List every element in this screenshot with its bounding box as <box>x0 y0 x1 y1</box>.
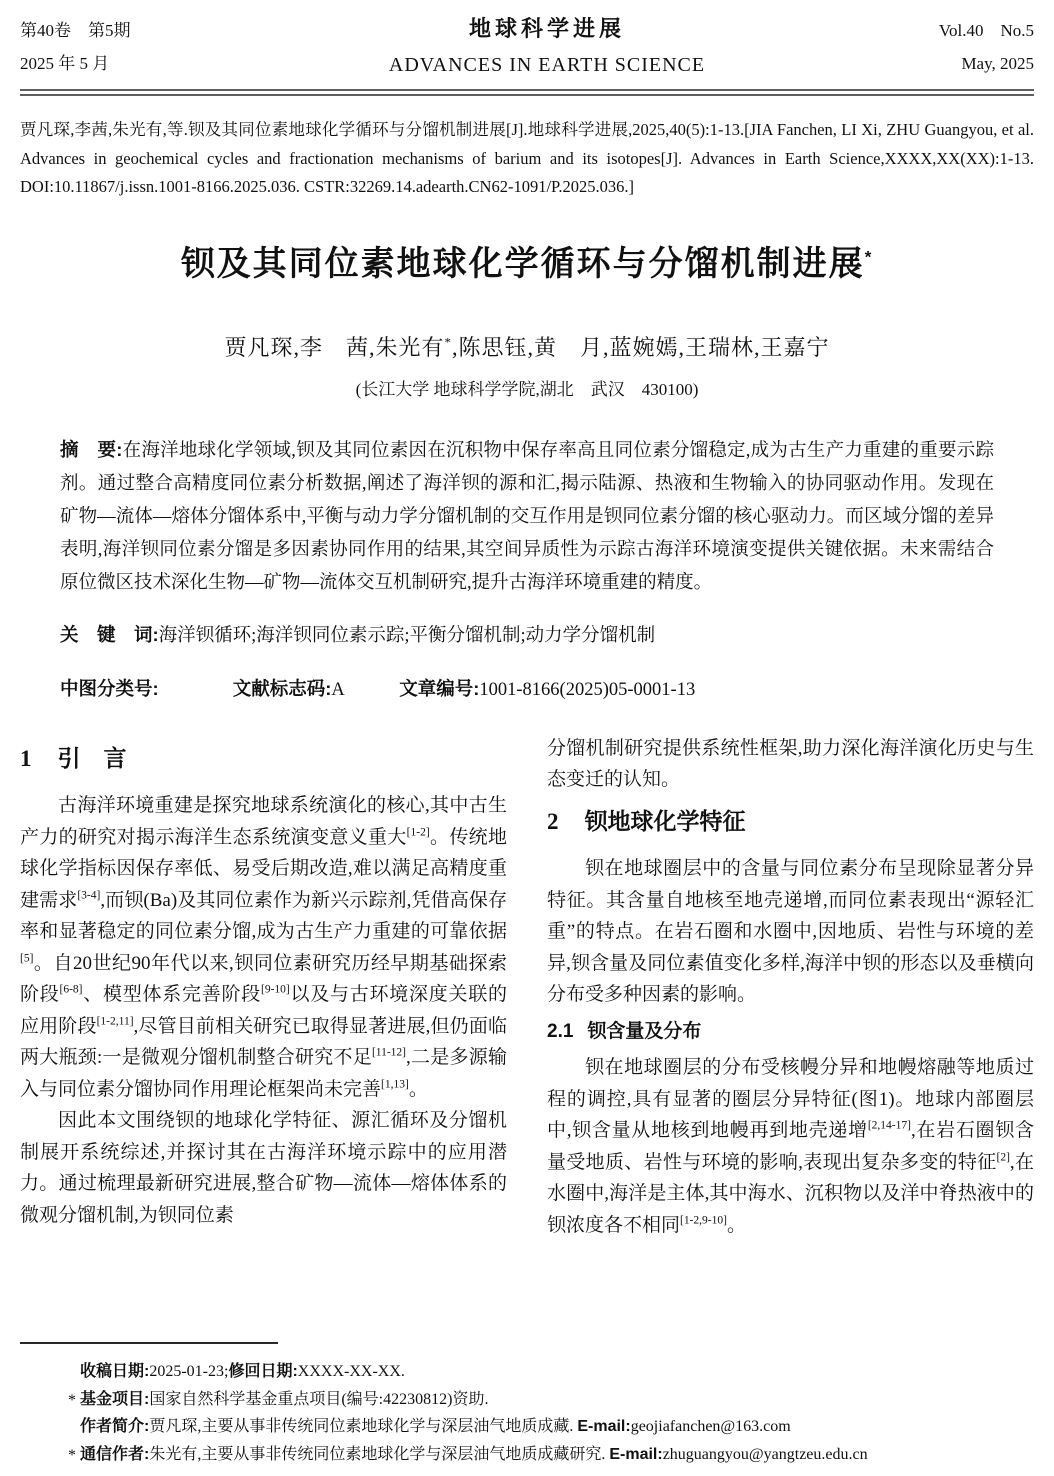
subsection-paragraph: 钡在地球圈层的分布受核幔分异和地幔熔融等地质过程的调控,具有显著的圈层分异特征(图1)。地球内部圈层中,钡含量从地核到地幔再到地壳递增[2,14-17],在岩石圈钡含量受地质、岩性与环境的影响,表现出复杂多变的特征[2],在水圈中,海洋是主体,其中海水、沉积物以及洋中脊热液中的钡浓度各不相同[1-2,9-10]。 <box>547 1057 1034 1236</box>
left-column <box>20 733 507 1242</box>
header-volume-issue-cn: 第40卷 第5期 <box>20 21 131 40</box>
authors-line: 贾凡琛,李 茜,朱光有*,陈思钰,黄 月,蓝婉嫣,王瑞林,王嘉宁 <box>224 334 830 360</box>
footnotes <box>20 1342 1034 1468</box>
body-columns <box>20 733 1034 1242</box>
footnote-corresponding <box>68 1441 1034 1469</box>
journal-header <box>20 14 1034 80</box>
journal-title-en: ADVANCES IN EARTH SCIENCE <box>388 54 706 76</box>
header-volume-issue-en: Vol.40 No.5 <box>938 21 1034 40</box>
section-2-number: 2 <box>547 808 559 834</box>
section-heading-1 <box>20 743 507 775</box>
classification-line: 中图分类号: 文献标志码:A 文章编号:1001-8166(2025)05-0001-13 <box>60 677 696 700</box>
footnote-author-bio: 作者简介:贾凡琛,主要从事非传统同位素地球化学与深层油气地质成藏. E-mail:geojiafanchen@163.com <box>80 1418 791 1435</box>
header-date-en: May, 2025 <box>961 54 1034 73</box>
section-1-title: 引 言 <box>57 745 127 771</box>
section-heading-2 <box>547 806 1034 838</box>
section-1-number: 1 <box>20 745 32 771</box>
footnote-corresponding-asterisk: * <box>68 1446 76 1464</box>
abstract-paragraph: 摘 要:在海洋地球化学领域,钡及其同位素因在沉积物中保存率高且同位素分馏稳定,成为古生产力重建的重要示踪剂。通过整合高精度同位素分析数据,阐述了海洋钡的源和汇,揭示陆源、热液和生物输入的协同驱动作用。发现在矿物—流体—熔体分馏体系中,平衡与动力学分馏机制的交互作用是钡同位素分馏的核心驱动力。而区域分馏的差异表明,海洋钡同位素分馏是多因素协同作用的结果,其空间异质性为示踪古海洋环境演变提供关键依据。未来需结合原位微区技术深化生物—矿物—流体交互机制研究,提升古海洋环境重建的精度。 <box>60 438 994 593</box>
affiliation-line: (长江大学 地球科学学院,湖北 武汉 430100) <box>355 379 699 399</box>
right-column <box>547 733 1034 1242</box>
article-title-text: 钡及其同位素地球化学循环与分馏机制进展 <box>180 244 865 283</box>
header-double-rule <box>20 89 1034 96</box>
section-2-title: 钡地球化学特征 <box>584 808 746 834</box>
footnote-fund-asterisk: * <box>68 1391 76 1409</box>
footnote-corresponding-text: 通信作者:朱光有,主要从事非传统同位素地球化学与深层油气地质成藏研究. E-mail:zhuguangyou@yangtzeu.edu.cn <box>80 1445 868 1463</box>
footnote-divider <box>20 1342 278 1344</box>
subsection-heading-2-1 <box>547 1016 1034 1048</box>
article-title <box>20 236 1034 285</box>
journal-title-cn: 地球科学进展 <box>468 16 625 41</box>
header-date-cn: 2025 年 5 月 <box>20 54 110 73</box>
subsection-2-1-title: 钡含量及分布 <box>587 1020 702 1042</box>
header-center <box>230 14 864 80</box>
intro-paragraph-2: 因此本文围绕钡的地球化学特征、源汇循环及分馏机制展开系统综述,并探讨其在古海洋环境示踪中的应用潜力。通过梳理最新研究进展,整合矿物—流体—熔体体系的微观分馏机制,为钡同位素 <box>20 1110 507 1226</box>
footnote-fund-text: 基金项目:国家自然科学基金重点项目(编号:42230812)资助. <box>80 1390 489 1408</box>
front-matter <box>60 433 994 707</box>
header-left <box>20 14 230 80</box>
title-asterisk: * <box>864 247 874 267</box>
keywords-line: 关 键 词:海洋钡循环;海洋钡同位素示踪;平衡分馏机制;动力学分馏机制 <box>60 624 656 646</box>
header-right <box>864 14 1034 80</box>
continuation-paragraph: 分馏机制研究提供系统性框架,助力深化海洋演化历史与生态变迁的认知。 <box>547 737 1034 790</box>
footnote-fund <box>68 1386 1034 1414</box>
section2-paragraph: 钡在地球圈层中的含量与同位素分布呈现除显著分异特征。其含量自地核至地壳递增,而同位素表现出“源轻汇重”的特点。在岩石圈和水圈中,因地质、岩性与环境的差异,钡含量及同位素值变化多样,海洋中钡的形态以及垂横向分布受多种因素的影响。 <box>547 858 1034 1005</box>
citation-block: 贾凡琛,李茜,朱光有,等.钡及其同位素地球化学循环与分馏机制进展[J].地球科学进展,2025,40(5):1-13.[JIA Fanchen, LI Xi, ZHU Guangyou, et al. Advances in geochemical cycles and fractionation mechanisms of barium and its isotopes[J]. Advances in Earth Science,XXXX,XX(XX):1-13. DOI:10.11867/j.issn.1001-8166.2025.036. CSTR:32269.14.adearth.CN62-1091/P.2025.036.] <box>20 120 1034 196</box>
footnote-received: 收稿日期:2025-01-23;修回日期:XXXX-XX-XX. <box>80 1363 405 1380</box>
intro-paragraph-1: 古海洋环境重建是探究地球系统演化的核心,其中古生产力的研究对揭示海洋生态系统演变意义重大[1-2]。传统地球化学指标因保存率低、易受后期改造,难以满足高精度重建需求[3-4],而钡(Ba)及其同位素作为新兴示踪剂,凭借高保存率和显著稳定的同位素分馏,成为古生产力重建的可靠依据[5]。自20世纪90年代以来,钡同位素研究历经早期基础探索阶段[6-8]、模型体系完善阶段[9-10]以及与古环境深度关联的应用阶段[1-2,11],尽管目前相关研究已取得显著进展,但仍面临两大瓶颈:一是微观分馏机制整合研究不足[11-12],二是多源输入与同位素分馏协同作用理论框架尚未完善[1,13]。 <box>20 795 507 1100</box>
subsection-2-1-number: 2.1 <box>547 1020 574 1042</box>
